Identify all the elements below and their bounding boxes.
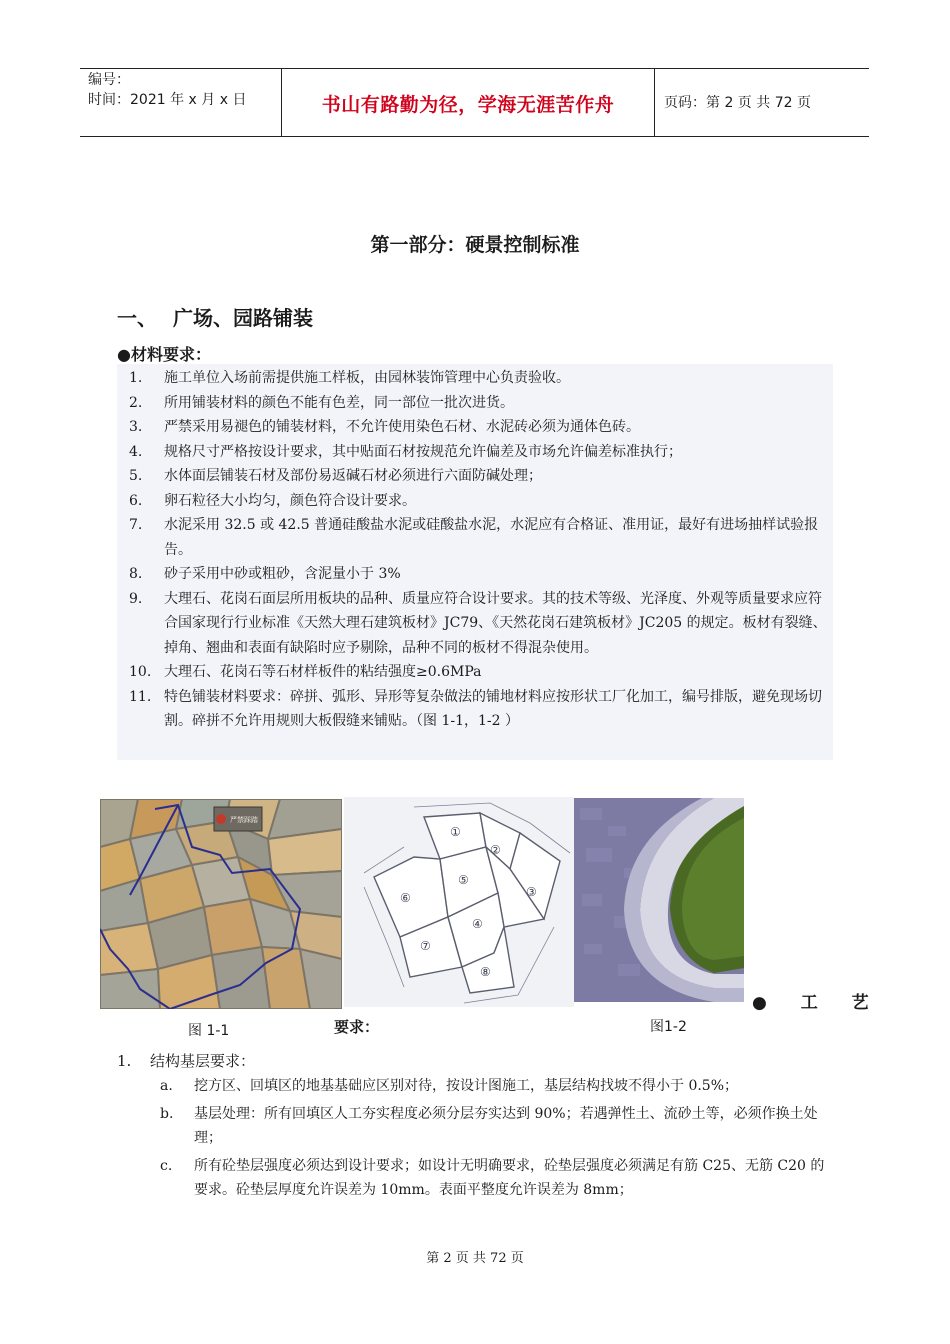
list-item-number: 6.: [129, 492, 143, 509]
list-item-number: 5.: [129, 468, 143, 484]
list-item-number: 8.: [129, 566, 143, 582]
list-item: [117, 660, 833, 685]
structure-heading: [117, 1050, 255, 1071]
stone-number-5: ⑤: [458, 873, 469, 887]
stone-number-1: ①: [450, 825, 461, 839]
list-item-text: 大理石、花岗石面层所用板块的品种、质量应符合设计要求。其的技术等级、光泽度、外观等质量要求应符合国家现行行业标准《天然大理石建筑板材》JC79、《天然花岗石建筑板材》JC205 的规定。板材有裂缝、掉角、翘曲和表面有缺陷时应予剔除，品种不同的板材不得混杂使用。: [164, 590, 827, 656]
list-item: [117, 464, 833, 489]
list-item: [160, 1074, 836, 1099]
header-top-rule: [80, 68, 869, 69]
list-item-text: 特色铺装材料要求：碎拼、弧形、异形等复杂做法的铺地材料应按形状工厂化加工，编号排版，避免现场切割。碎拼不允许用规则大板假缝来铺贴。（图 1-1，1-2 ）: [164, 688, 822, 729]
list-item-number: 11.: [129, 688, 152, 705]
header-bottom-rule: [80, 136, 869, 137]
page-footer: 第 2 页 共 72 页: [426, 1251, 524, 1266]
paving-layout-drawing: [344, 797, 574, 1007]
list-item-number: 9.: [129, 590, 143, 607]
structure-list: [160, 1074, 836, 1203]
list-item: [117, 562, 833, 587]
list-item: [117, 391, 833, 416]
list-item-text: 大理石、花岗石等石材样板件的粘结强度≥0.6MPa: [164, 664, 482, 680]
list-item-number: 10.: [129, 664, 152, 680]
list-item: [117, 415, 833, 440]
list-item-text: 水泥采用 32.5 或 42.5 普通硅酸盐水泥或硅酸盐水泥，水泥应有合格证、准用证，最好有进场抽样试验报告。: [164, 517, 819, 558]
list-item-number: 3.: [129, 419, 143, 435]
header-number-label: 编号：: [88, 72, 130, 88]
list-item-text: 规格尺寸严格按设计要求，其中贴面石材按规范允许偏差及市场允许偏差标准执行；: [164, 443, 682, 460]
list-item-text: 所有砼垫层强度必须达到设计要求；如设计无明确要求，砼垫层强度必须满足有筋 C25、无筋 C20 的要求。砼垫层厚度允许误差为 10mm。表面平整度允许误差为 8mm；: [194, 1157, 825, 1198]
list-item-text: 所用铺装材料的颜色不能有色差，同一部位一批次进货。: [164, 394, 514, 411]
curved-curb-photo: [574, 798, 744, 1002]
list-item-text: 挖方区、回填区的地基基础应区别对待，按设计图施工，基层结构找坡不得小于 0.5%；: [194, 1078, 739, 1094]
list-item-text: 严禁采用易褪色的铺装材料，不允许使用染色石材、水泥砖必须为通体色砖。: [164, 419, 640, 435]
list-item-letter: b.: [160, 1105, 174, 1122]
list-item: [160, 1102, 836, 1151]
list-item: [117, 513, 833, 562]
section-title-text: 广场、园路铺装: [173, 306, 313, 330]
craft-heading: ● 工 艺: [752, 993, 883, 1013]
list-item-text: 砂子采用中砂或粗砂，含泥量小于 3%: [164, 566, 401, 582]
list-item: [117, 440, 833, 465]
stone-number-7: ⑦: [420, 939, 431, 953]
crazy-paving-photo: [100, 799, 342, 1009]
stone-number-8: ⑧: [480, 965, 491, 979]
header-page-info: 页码：第 2 页 共 72 页: [664, 95, 811, 111]
sign-text: 严禁踩踏: [230, 816, 258, 824]
part-title: 第一部分：硬景控制标准: [370, 234, 580, 256]
craft-heading-continued: 要求：: [334, 1018, 380, 1036]
section-number: 一、: [117, 306, 157, 330]
header-divider-right: [654, 68, 655, 136]
list-item-letter: a.: [160, 1078, 173, 1094]
materials-heading: ●材料要求：: [117, 345, 211, 364]
list-item-number: 1.: [129, 370, 143, 386]
list-item: [117, 489, 833, 514]
structure-title: 结构基层要求：: [150, 1052, 256, 1070]
list-item-letter: c.: [160, 1157, 173, 1174]
list-item-text: 施工单位入场前需提供施工样板，由园林装饰管理中心负责验收。: [164, 370, 570, 386]
header-meta: [88, 70, 246, 110]
materials-list: [117, 366, 833, 734]
header-motto: 书山有路勤为径，学海无涯苦作舟: [321, 94, 615, 116]
figure-caption-1-2: 图1-2: [650, 1019, 687, 1035]
stone-number-2: ②: [490, 843, 501, 857]
stone-number-4: ④: [472, 917, 483, 931]
figure-caption-1-1: 图 1-1: [188, 1023, 230, 1039]
structure-number: 1.: [117, 1052, 132, 1070]
stone-number-3: ③: [526, 885, 537, 899]
stone-number-6: ⑥: [400, 891, 411, 905]
header-time: 时间：2021 年 x 月 x 日: [88, 92, 247, 108]
list-item: [117, 366, 833, 391]
list-item-text: 基层处理：所有回填区人工夯实程度必须分层夯实达到 90%；若遇弹性土、流砂土等，必须作换土处理；: [194, 1105, 818, 1146]
list-item: [117, 685, 833, 734]
list-item-text: 水体面层铺装石材及部份易返碱石材必须进行六面防碱处理；: [164, 468, 542, 484]
list-item: [160, 1154, 836, 1203]
list-item-text: 卵石粒径大小均匀，颜色符合设计要求。: [164, 492, 416, 509]
list-item: [117, 587, 833, 661]
section-title: [117, 302, 313, 331]
list-item-number: 4.: [129, 443, 143, 460]
list-item-number: 7.: [129, 517, 143, 533]
list-item-number: 2.: [129, 394, 143, 411]
